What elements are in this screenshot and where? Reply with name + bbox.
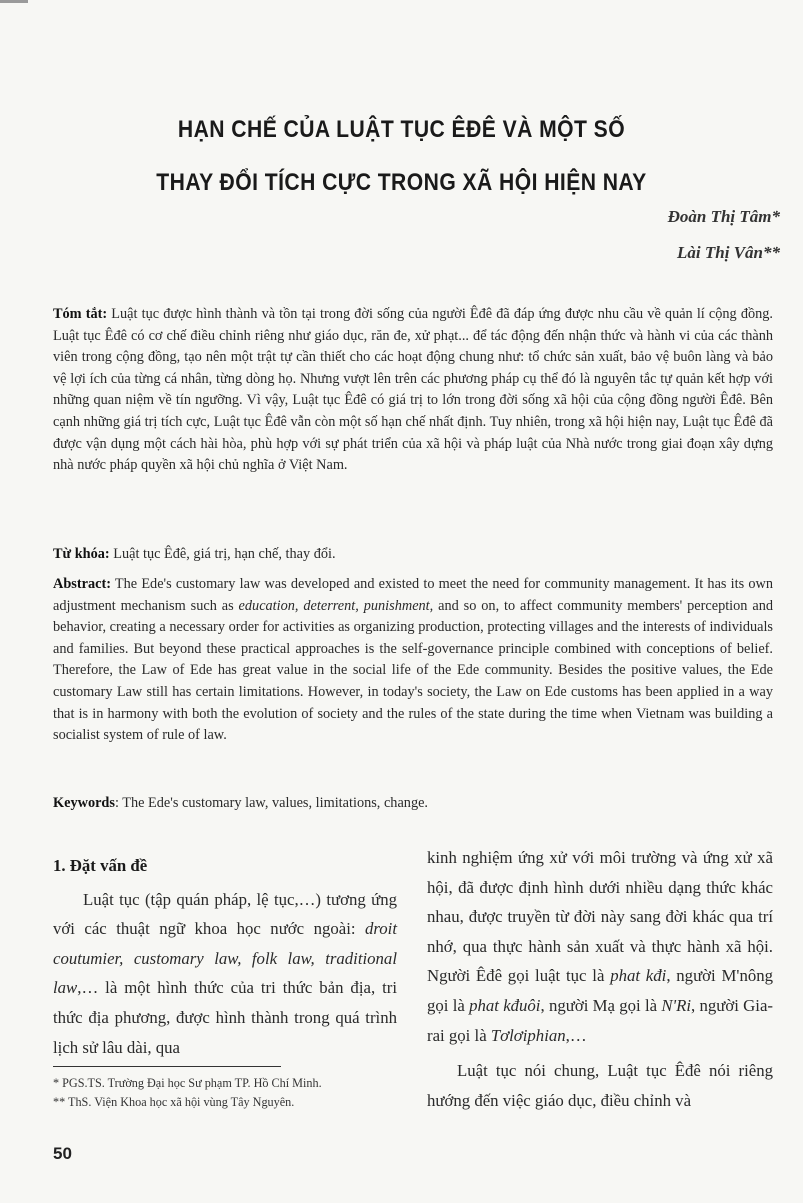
body-right-italic-4: Tơlơiphian (490, 1025, 566, 1045)
body-left-text-b: ,… là một hình thức của tri thức bản địa, tri thức địa phương, được hình thành trong quá trình lịch sử lâu dài, qua (53, 978, 397, 1057)
body-right-italic-2: phat kđuôi (469, 995, 541, 1015)
body-right-italic-1: phat kđi (610, 966, 667, 986)
section-heading: 1. Đặt vấn đề (53, 856, 148, 875)
footnote-2: ** ThS. Viện Khoa học xã hội vùng Tây Nguyên. (53, 1095, 295, 1109)
body-paragraph-right-2: Luật tục nói chung, Luật tục Êđê nói riêng hướng đến việc giáo dục, điều chỉnh và (427, 1061, 773, 1110)
english-abstract-italic: education, deterrent, punishment, (238, 597, 434, 614)
author-2: Lài Thị Vân** (677, 243, 780, 262)
author-1: Đoàn Thị Tâm* (667, 207, 780, 226)
body-right-text-e: ,… (565, 1025, 587, 1045)
vietnamese-keywords (53, 544, 773, 566)
english-abstract-label: Abstract: (53, 576, 111, 592)
english-abstract-text-1: The Ede's customary law was developed and existed to meet the need for community management. It has its own adjustment mechanism such as (53, 576, 773, 614)
body-left-column (53, 851, 397, 1062)
title-line-1: HẠN CHẾ CỦA LUẬT TỤC ÊĐÊ VÀ MỘT SỐ (177, 116, 626, 143)
english-keywords (53, 793, 773, 815)
vietnamese-keywords-text: Luật tục Êđê, giá trị, hạn chế, thay đổi. (109, 546, 336, 562)
body-right-column (427, 843, 773, 1115)
english-abstract (53, 574, 773, 747)
body-right-text-a: kinh nghiệm ứng xử với môi trường và ứng xử xã hội, đã được định hình dưới nhiều dạng thức khác nhau, được truyền từ đời này sang đời khác qua trí nhớ, qua thực hành sản xuất và thực hành xã hội. Người Êđê gọi luật tục là (427, 848, 773, 986)
vietnamese-abstract (53, 304, 773, 477)
body-right-italic-3: N'Ri (661, 995, 692, 1015)
english-keywords-label: Keywords (53, 795, 115, 811)
footnote-divider (53, 1066, 281, 1067)
corner-mark (0, 0, 28, 3)
body-right-text-b: , người M'nông gọi là (427, 966, 774, 1015)
body-paragraph-left (53, 885, 397, 1063)
english-abstract-text-2: and so on, to affect community members' perception and behavior, creating a necessary order for activities as organizing production, protecting villages and the interests of individuals and families. But beyond these practical approaches is the self-governance principle combined with conceptions of belief. Therefore, the Law of Ede has great value in the social life of the Ede community. Besides the positive values, the Ede customary Law still has certain limitations. However, in today's society, the Law on Ede customs has been applied in a way that is in harmony with both the evolution of society and the rules of the state during the time when Vietnam was building a socialist system of rule of law. (53, 597, 773, 744)
title-line-2: THAY ĐỔI TÍCH CỰC TRONG XÃ HỘI HIỆN NAY (156, 169, 647, 196)
body-right-text-d: , người Gia-rai gọi là (427, 995, 774, 1045)
vietnamese-abstract-label: Tóm tắt: (53, 306, 108, 322)
body-left-text-a: Luật tục (tập quán pháp, lệ tục,…) tương ứng với các thuật ngữ khoa học nước ngoài: (53, 889, 397, 939)
english-keywords-text: : The Ede's customary law, values, limitations, change. (114, 795, 429, 811)
body-right-text-c: , người Mạ gọi là (540, 995, 662, 1015)
footnote-1: * PGS.TS. Trường Đại học Sư phạm TP. Hồ Chí Minh. (53, 1076, 322, 1090)
vietnamese-abstract-text: Luật tục được hình thành và tồn tại trong đời sống của người Êđê đã đáp ứng được nhu cầu về quản lí cộng đồng. Luật tục Êđê có cơ chế điều chỉnh riêng như giáo dục, răn đe, xử phạt... để tác động đến nhận thức và hành vi của các thành viên trong cộng đồng, tạo nên một trật tự cần thiết cho các hoạt động chung như: tổ chức sản xuất, bảo vệ buôn làng và bảo vệ lợi ích của từng cá nhân, từng dòng họ. Nhưng vượt lên trên các phương pháp cụ thể đó là nguyên tắc tự quản kết hợp với những quan niệm về tín ngưỡng. Vì vậy, Luật tục Êđê có giá trị to lớn trong đời sống xã hội của cộng đồng người Êđê. Bên cạnh những giá trị tích cực, Luật tục Êđê vẫn còn một số hạn chế nhất định. Tuy nhiên, trong xã hội hiện nay, Luật tục Êđê đã được vận dụng một cách hài hòa, phù hợp với sự phát triển của xã hội và pháp luật của Nhà nước trong giai đoạn xây dựng nhà nước pháp quyền xã hội chủ nghĩa ở Việt Nam. (53, 306, 773, 474)
vietnamese-keywords-label: Từ khóa: (53, 546, 110, 562)
page-number: 50 (53, 1144, 72, 1163)
body-paragraph-right-1 (427, 843, 773, 1050)
body-left-italic: droit coutumier, customary law, folk law, traditional law (53, 919, 397, 998)
